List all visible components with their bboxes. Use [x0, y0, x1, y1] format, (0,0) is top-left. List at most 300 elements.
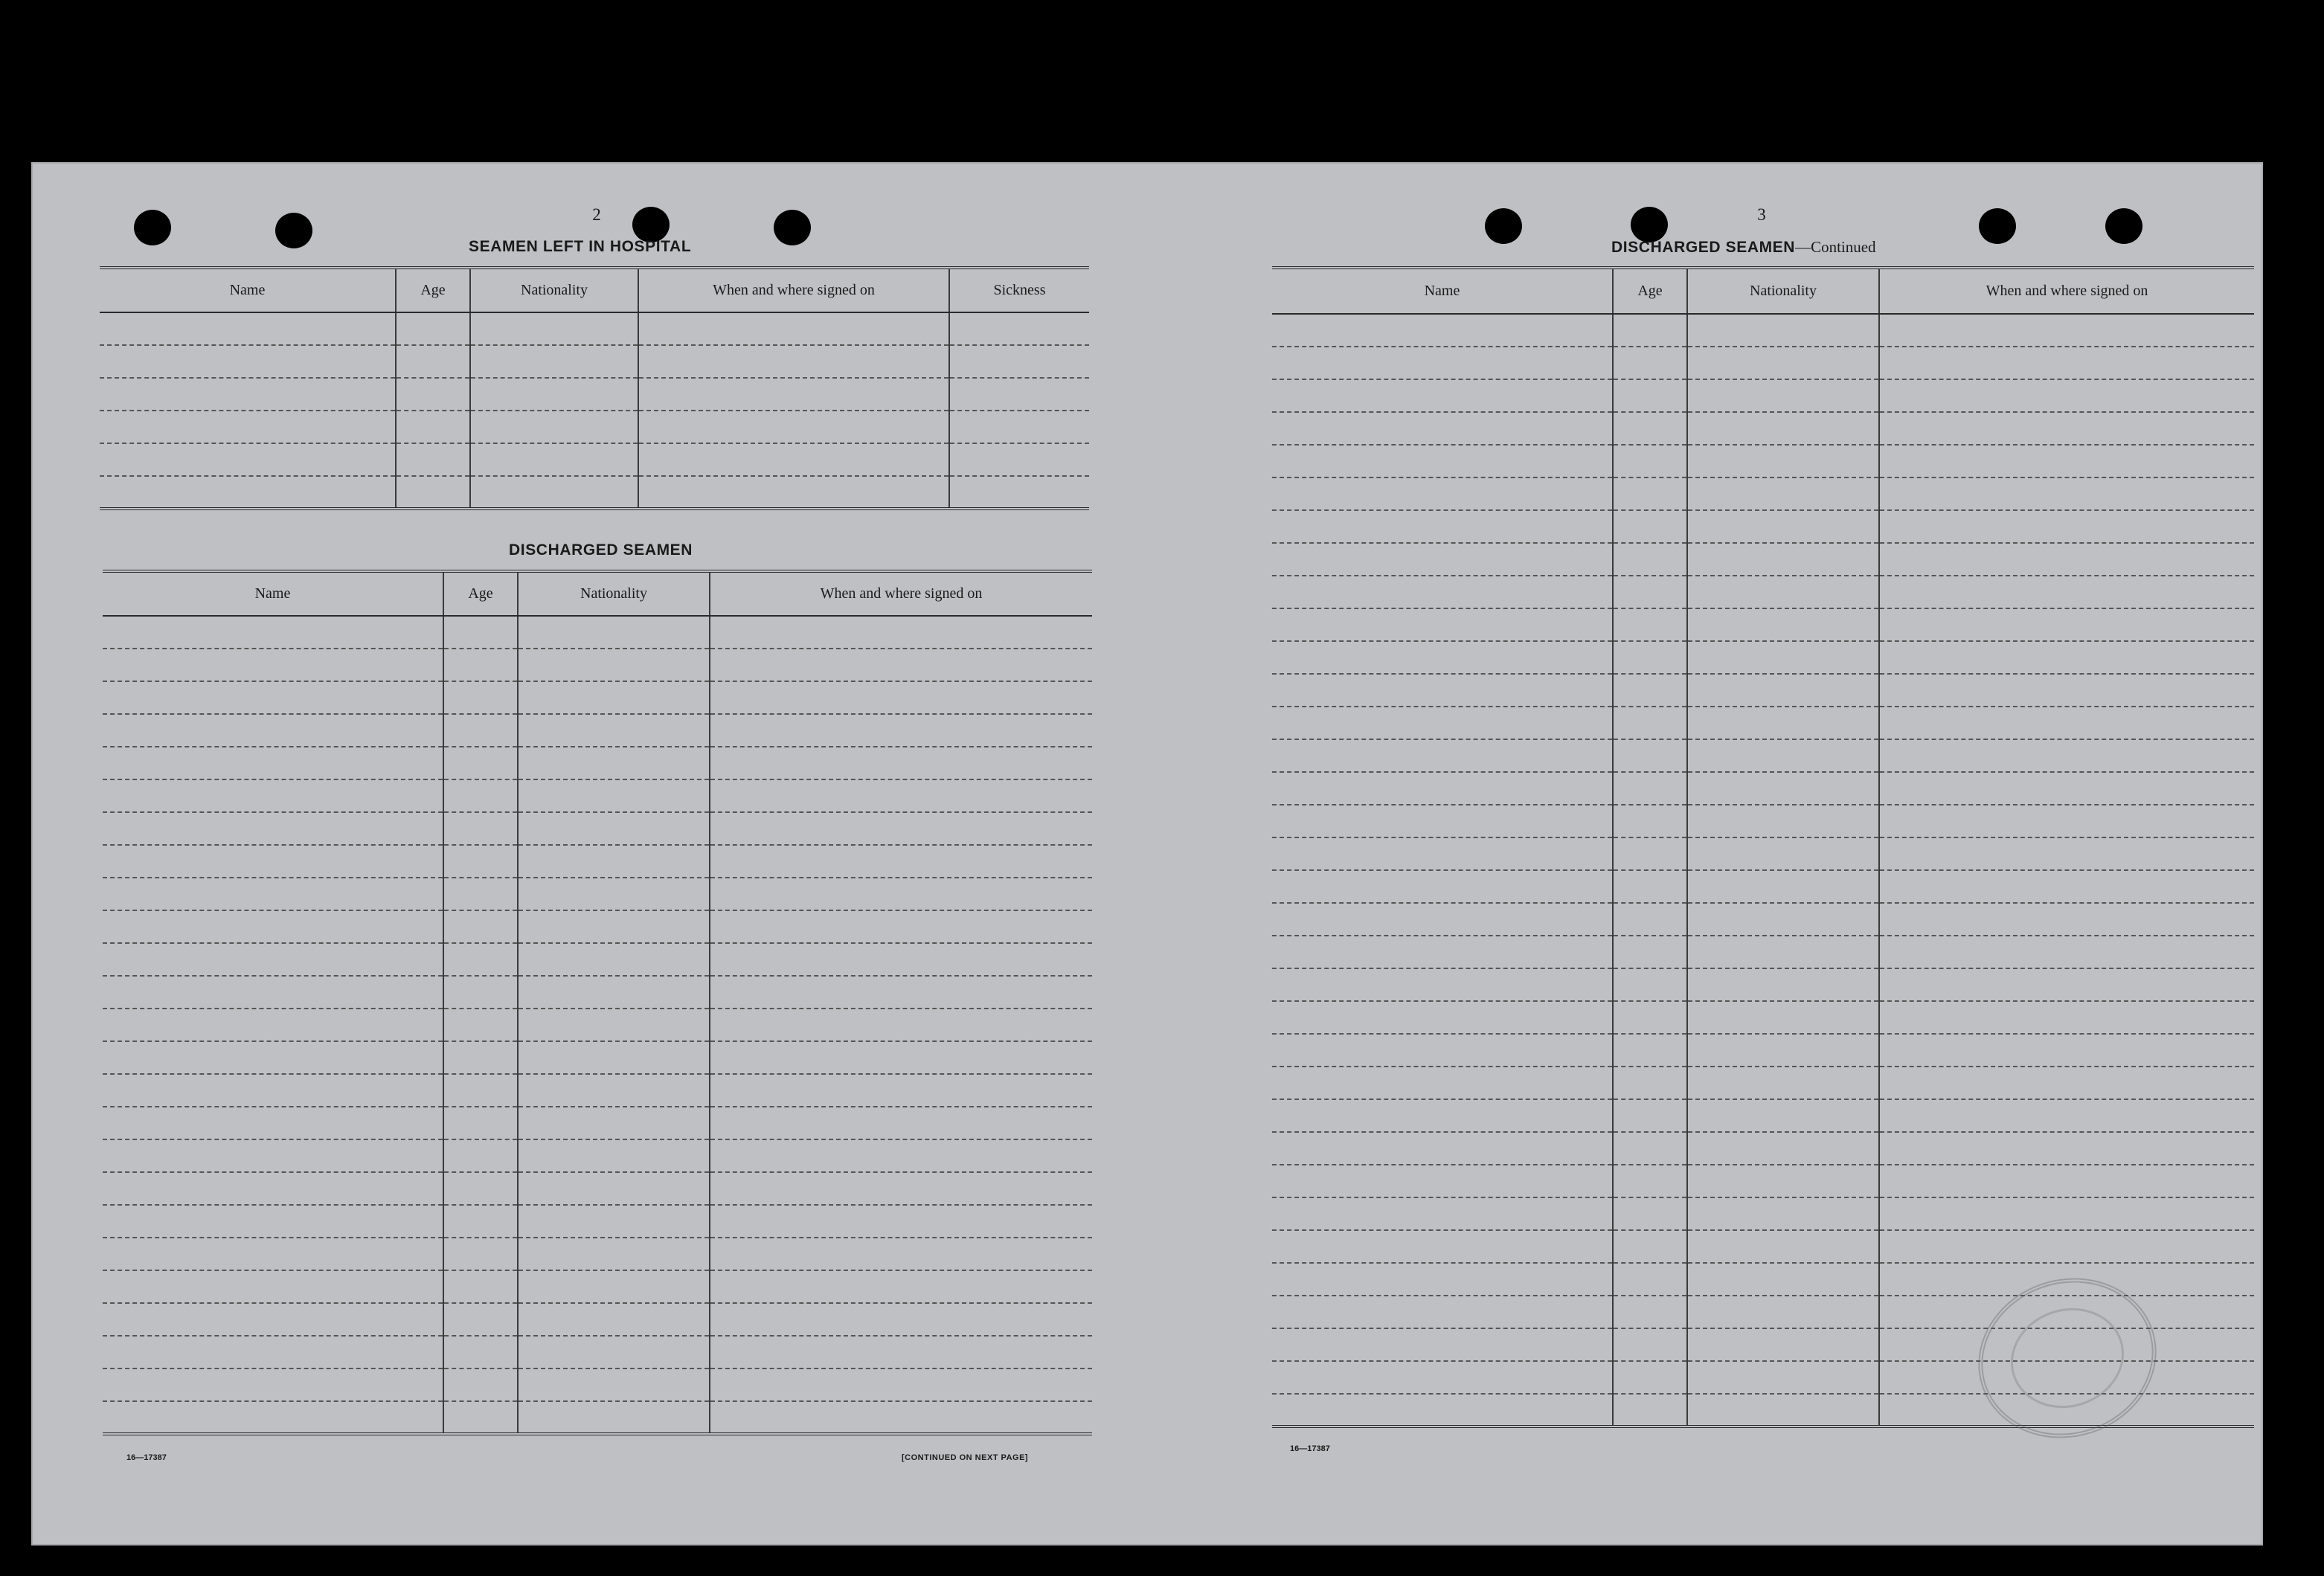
blank-cell — [1272, 379, 1613, 412]
blank-cell — [1613, 1165, 1687, 1197]
table-row — [1272, 1034, 2254, 1067]
blank-cell — [1879, 1197, 2254, 1230]
blank-cell — [1613, 903, 1687, 936]
blank-cell — [1272, 608, 1613, 641]
blank-cell — [1879, 576, 2254, 608]
blank-cell — [1687, 707, 1879, 739]
blank-cell — [103, 1270, 443, 1303]
blank-cell — [1272, 1099, 1613, 1132]
blank-cell — [396, 378, 470, 411]
table-row — [1272, 903, 2254, 936]
blank-cell — [1879, 510, 2254, 543]
blank-cell — [1879, 1165, 2254, 1197]
table-row — [1272, 477, 2254, 510]
blank-cell — [710, 1009, 1092, 1041]
blank-cell — [518, 714, 710, 747]
blank-cell — [1687, 576, 1879, 608]
blank-cell — [1879, 1034, 2254, 1067]
blank-cell — [1272, 870, 1613, 903]
blank-cell — [518, 1270, 710, 1303]
blank-cell — [1687, 510, 1879, 543]
blank-cell — [710, 616, 1092, 649]
blank-cell — [1687, 608, 1879, 641]
blank-cell — [1272, 1197, 1613, 1230]
blank-cell — [1879, 543, 2254, 576]
blank-cell — [949, 476, 1089, 509]
column-header-age: Age — [396, 268, 470, 312]
blank-cell — [710, 812, 1092, 845]
table-row — [1272, 674, 2254, 707]
blank-cell — [710, 649, 1092, 681]
blank-cell — [1879, 772, 2254, 805]
table-row — [103, 1107, 1092, 1139]
column-header-sickness: Sickness — [949, 268, 1089, 312]
blank-cell — [1272, 1263, 1613, 1296]
table-row — [103, 1041, 1092, 1074]
table-row — [1272, 1067, 2254, 1099]
blank-cell — [518, 779, 710, 812]
blank-cell — [470, 476, 638, 509]
blank-cell — [396, 476, 470, 509]
blank-cell — [1272, 543, 1613, 576]
blank-cell — [1687, 445, 1879, 477]
table-row — [1272, 1230, 2254, 1263]
blank-cell — [443, 1205, 518, 1238]
blank-cell — [1687, 772, 1879, 805]
blank-cell — [1687, 314, 1879, 347]
blank-cell — [1613, 347, 1687, 379]
blank-cell — [710, 976, 1092, 1009]
blank-cell — [1613, 477, 1687, 510]
blank-cell — [518, 1009, 710, 1041]
blank-cell — [1613, 936, 1687, 968]
blank-cell — [1272, 445, 1613, 477]
blank-cell — [518, 1139, 710, 1172]
blank-cell — [518, 943, 710, 976]
blank-cell — [443, 747, 518, 779]
blank-cell — [100, 476, 396, 509]
punch-hole — [774, 210, 811, 245]
table-row — [1272, 379, 2254, 412]
blank-cell — [710, 1041, 1092, 1074]
punch-hole — [632, 207, 670, 242]
page-number: 3 — [1757, 205, 1766, 224]
table-row — [103, 845, 1092, 878]
blank-cell — [443, 1074, 518, 1107]
blank-cell — [710, 1336, 1092, 1368]
blank-cell — [103, 1107, 443, 1139]
discharged-continued-title — [1611, 238, 1876, 257]
table-row — [103, 976, 1092, 1009]
blank-cell — [1613, 1263, 1687, 1296]
blank-cell — [518, 910, 710, 943]
blank-cell — [1272, 1328, 1613, 1361]
blank-cell — [103, 1172, 443, 1205]
blank-cell — [518, 1172, 710, 1205]
blank-cell — [710, 1270, 1092, 1303]
form-number: 16—17387 — [126, 1453, 167, 1462]
blank-cell — [710, 714, 1092, 747]
blank-cell — [1272, 1034, 1613, 1067]
blank-cell — [103, 1074, 443, 1107]
hospital-section-title: SEAMEN LEFT IN HOSPITAL — [469, 238, 692, 255]
table-row — [1272, 870, 2254, 903]
blank-cell — [100, 378, 396, 411]
blank-cell — [949, 411, 1089, 443]
blank-cell — [1879, 412, 2254, 445]
column-header-signed-on: When and where signed on — [710, 571, 1092, 616]
blank-cell — [1272, 1230, 1613, 1263]
blank-cell — [1879, 608, 2254, 641]
blank-cell — [1687, 1361, 1879, 1394]
blank-cell — [1272, 1361, 1613, 1394]
blank-cell — [103, 1401, 443, 1434]
blank-cell — [1687, 1099, 1879, 1132]
blank-cell — [1272, 576, 1613, 608]
column-header-age: Age — [443, 571, 518, 616]
blank-cell — [1687, 739, 1879, 772]
blank-cell — [1272, 1165, 1613, 1197]
blank-cell — [1272, 1067, 1613, 1099]
blank-cell — [443, 976, 518, 1009]
blank-cell — [103, 943, 443, 976]
blank-cell — [443, 910, 518, 943]
table-row — [100, 476, 1089, 509]
blank-cell — [396, 411, 470, 443]
blank-cell — [1613, 674, 1687, 707]
blank-cell — [1879, 1132, 2254, 1165]
table-row — [103, 616, 1092, 649]
blank-cell — [1613, 739, 1687, 772]
blank-cell — [1272, 707, 1613, 739]
blank-cell — [710, 1368, 1092, 1401]
blank-cell — [103, 779, 443, 812]
blank-cell — [710, 1074, 1092, 1107]
blank-cell — [1687, 968, 1879, 1001]
table-row — [103, 1303, 1092, 1336]
discharged-section-title: DISCHARGED SEAMEN — [509, 541, 693, 559]
table-row — [103, 747, 1092, 779]
blank-cell — [1687, 1067, 1879, 1099]
blank-cell — [710, 1238, 1092, 1270]
table-row — [103, 1368, 1092, 1401]
form-number: 16—17387 — [1290, 1444, 1330, 1453]
blank-cell — [1687, 412, 1879, 445]
blank-cell — [1687, 1328, 1879, 1361]
punch-hole — [134, 210, 171, 245]
blank-cell — [103, 714, 443, 747]
punch-hole — [1485, 208, 1522, 244]
table-row — [1272, 412, 2254, 445]
blank-cell — [103, 1139, 443, 1172]
continued-note: [CONTINUED ON NEXT PAGE] — [902, 1453, 1029, 1462]
blank-cell — [1879, 445, 2254, 477]
blank-cell — [1272, 641, 1613, 674]
right-page — [1162, 162, 2263, 1546]
blank-cell — [1272, 510, 1613, 543]
column-header-name: Name — [1272, 268, 1613, 314]
blank-cell — [1272, 1394, 1613, 1427]
table-row — [100, 312, 1089, 345]
table-row — [103, 943, 1092, 976]
blank-cell — [1613, 1296, 1687, 1328]
blank-cell — [443, 1139, 518, 1172]
blank-cell — [518, 1401, 710, 1434]
blank-cell — [1879, 314, 2254, 347]
punch-hole — [2105, 208, 2142, 244]
blank-cell — [518, 1238, 710, 1270]
table-row — [103, 1009, 1092, 1041]
discharged-continued-table — [1272, 266, 2254, 1428]
blank-cell — [949, 378, 1089, 411]
blank-cell — [1272, 1001, 1613, 1034]
table-row — [1272, 772, 2254, 805]
blank-cell — [103, 845, 443, 878]
blank-cell — [710, 779, 1092, 812]
blank-cell — [710, 747, 1092, 779]
blank-cell — [100, 411, 396, 443]
blank-cell — [710, 943, 1092, 976]
blank-cell — [103, 1368, 443, 1401]
blank-cell — [949, 312, 1089, 345]
column-header-name: Name — [103, 571, 443, 616]
blank-cell — [1272, 805, 1613, 837]
blank-cell — [1687, 641, 1879, 674]
blank-cell — [1613, 510, 1687, 543]
table-row — [103, 649, 1092, 681]
blank-cell — [103, 1238, 443, 1270]
blank-cell — [443, 649, 518, 681]
blank-cell — [443, 1336, 518, 1368]
blank-cell — [103, 910, 443, 943]
blank-cell — [1687, 903, 1879, 936]
left-page — [31, 162, 1162, 1546]
table-row — [103, 1139, 1092, 1172]
blank-cell — [470, 411, 638, 443]
blank-cell — [443, 779, 518, 812]
blank-cell — [518, 1107, 710, 1139]
blank-cell — [443, 1270, 518, 1303]
blank-cell — [518, 649, 710, 681]
blank-cell — [100, 345, 396, 378]
table-row — [103, 910, 1092, 943]
blank-cell — [1613, 412, 1687, 445]
table-row — [1272, 445, 2254, 477]
blank-cell — [443, 681, 518, 714]
blank-cell — [638, 411, 949, 443]
blank-cell — [1879, 903, 2254, 936]
table-row — [1272, 739, 2254, 772]
blank-cell — [100, 443, 396, 476]
blank-cell — [1613, 543, 1687, 576]
blank-cell — [1879, 477, 2254, 510]
blank-cell — [1879, 1067, 2254, 1099]
blank-cell — [1879, 707, 2254, 739]
blank-cell — [638, 312, 949, 345]
table-row — [1272, 510, 2254, 543]
blank-cell — [1879, 870, 2254, 903]
blank-cell — [638, 443, 949, 476]
table-row — [1272, 543, 2254, 576]
blank-cell — [710, 1139, 1092, 1172]
blank-cell — [1687, 805, 1879, 837]
blank-cell — [710, 1303, 1092, 1336]
blank-cell — [443, 845, 518, 878]
page-number: 2 — [592, 205, 601, 224]
blank-cell — [1613, 1099, 1687, 1132]
blank-cell — [1272, 739, 1613, 772]
blank-cell — [1687, 1001, 1879, 1034]
blank-cell — [518, 845, 710, 878]
blank-cell — [1879, 1099, 2254, 1132]
table-row — [103, 1172, 1092, 1205]
blank-cell — [103, 1009, 443, 1041]
blank-cell — [1613, 314, 1687, 347]
blank-cell — [1272, 968, 1613, 1001]
blank-cell — [1687, 1132, 1879, 1165]
column-header-nationality: Nationality — [518, 571, 710, 616]
table-row — [103, 1401, 1092, 1434]
blank-cell — [1879, 1001, 2254, 1034]
blank-cell — [1879, 936, 2254, 968]
blank-cell — [1687, 1197, 1879, 1230]
blank-cell — [1687, 477, 1879, 510]
column-header-signed-on: When and where signed on — [638, 268, 949, 312]
table-row — [100, 411, 1089, 443]
blank-cell — [638, 378, 949, 411]
blank-cell — [443, 616, 518, 649]
blank-cell — [1687, 1263, 1879, 1296]
blank-cell — [710, 1107, 1092, 1139]
punch-hole — [1979, 208, 2016, 244]
table-row — [103, 1205, 1092, 1238]
blank-cell — [1613, 707, 1687, 739]
blank-cell — [1272, 347, 1613, 379]
table-row — [1272, 1099, 2254, 1132]
blank-cell — [470, 378, 638, 411]
blank-cell — [1879, 1230, 2254, 1263]
blank-cell — [1272, 772, 1613, 805]
blank-cell — [1613, 641, 1687, 674]
blank-cell — [1879, 674, 2254, 707]
column-header-age: Age — [1613, 268, 1687, 314]
blank-cell — [1687, 936, 1879, 968]
blank-cell — [103, 616, 443, 649]
blank-cell — [103, 1336, 443, 1368]
blank-cell — [103, 1303, 443, 1336]
blank-cell — [443, 1238, 518, 1270]
blank-cell — [638, 476, 949, 509]
blank-cell — [1879, 347, 2254, 379]
blank-cell — [1272, 837, 1613, 870]
blank-cell — [443, 1009, 518, 1041]
blank-cell — [710, 1401, 1092, 1434]
blank-cell — [710, 845, 1092, 878]
blank-cell — [1879, 641, 2254, 674]
blank-cell — [1613, 1197, 1687, 1230]
discharged-table — [103, 570, 1092, 1435]
blank-cell — [518, 1205, 710, 1238]
blank-cell — [396, 312, 470, 345]
column-header-name: Name — [100, 268, 396, 312]
blank-cell — [1272, 674, 1613, 707]
table-row — [103, 714, 1092, 747]
blank-cell — [1613, 772, 1687, 805]
blank-cell — [396, 345, 470, 378]
blank-cell — [518, 1303, 710, 1336]
table-row — [100, 378, 1089, 411]
blank-cell — [1687, 1394, 1879, 1427]
blank-cell — [470, 345, 638, 378]
table-row — [1272, 1165, 2254, 1197]
blank-cell — [1613, 1132, 1687, 1165]
blank-cell — [1687, 543, 1879, 576]
blank-cell — [396, 443, 470, 476]
hospital-table — [100, 266, 1089, 510]
blank-cell — [103, 976, 443, 1009]
blank-cell — [1272, 314, 1613, 347]
continued-suffix: —Continued — [1795, 238, 1876, 256]
punch-hole — [275, 213, 312, 248]
blank-cell — [470, 443, 638, 476]
table-row — [1272, 837, 2254, 870]
column-header-nationality: Nationality — [1687, 268, 1879, 314]
blank-cell — [710, 681, 1092, 714]
blank-cell — [1879, 739, 2254, 772]
blank-cell — [1687, 674, 1879, 707]
table-row — [1272, 608, 2254, 641]
blank-cell — [1613, 1361, 1687, 1394]
blank-cell — [1272, 936, 1613, 968]
table-row — [1272, 805, 2254, 837]
blank-cell — [103, 681, 443, 714]
blank-cell — [443, 1368, 518, 1401]
blank-cell — [1272, 1132, 1613, 1165]
blank-cell — [1687, 379, 1879, 412]
blank-cell — [710, 1205, 1092, 1238]
blank-cell — [518, 1074, 710, 1107]
blank-cell — [1687, 837, 1879, 870]
table-row — [100, 345, 1089, 378]
blank-cell — [518, 1368, 710, 1401]
table-row — [1272, 1197, 2254, 1230]
blank-cell — [443, 1041, 518, 1074]
blank-cell — [1879, 837, 2254, 870]
punch-hole — [1631, 207, 1668, 242]
table-row — [1272, 1132, 2254, 1165]
blank-cell — [443, 878, 518, 910]
blank-cell — [1879, 379, 2254, 412]
blank-cell — [1272, 903, 1613, 936]
blank-cell — [1879, 968, 2254, 1001]
blank-cell — [1687, 1296, 1879, 1328]
blank-cell — [518, 1336, 710, 1368]
blank-cell — [1613, 805, 1687, 837]
table-row — [103, 1270, 1092, 1303]
blank-cell — [1613, 608, 1687, 641]
blank-cell — [443, 1303, 518, 1336]
table-row — [103, 779, 1092, 812]
table-row — [103, 878, 1092, 910]
table-row — [1272, 347, 2254, 379]
blank-cell — [1613, 576, 1687, 608]
blank-cell — [1613, 1230, 1687, 1263]
blank-cell — [103, 812, 443, 845]
blank-cell — [1687, 347, 1879, 379]
blank-cell — [518, 1041, 710, 1074]
blank-cell — [1613, 1067, 1687, 1099]
blank-cell — [518, 747, 710, 779]
